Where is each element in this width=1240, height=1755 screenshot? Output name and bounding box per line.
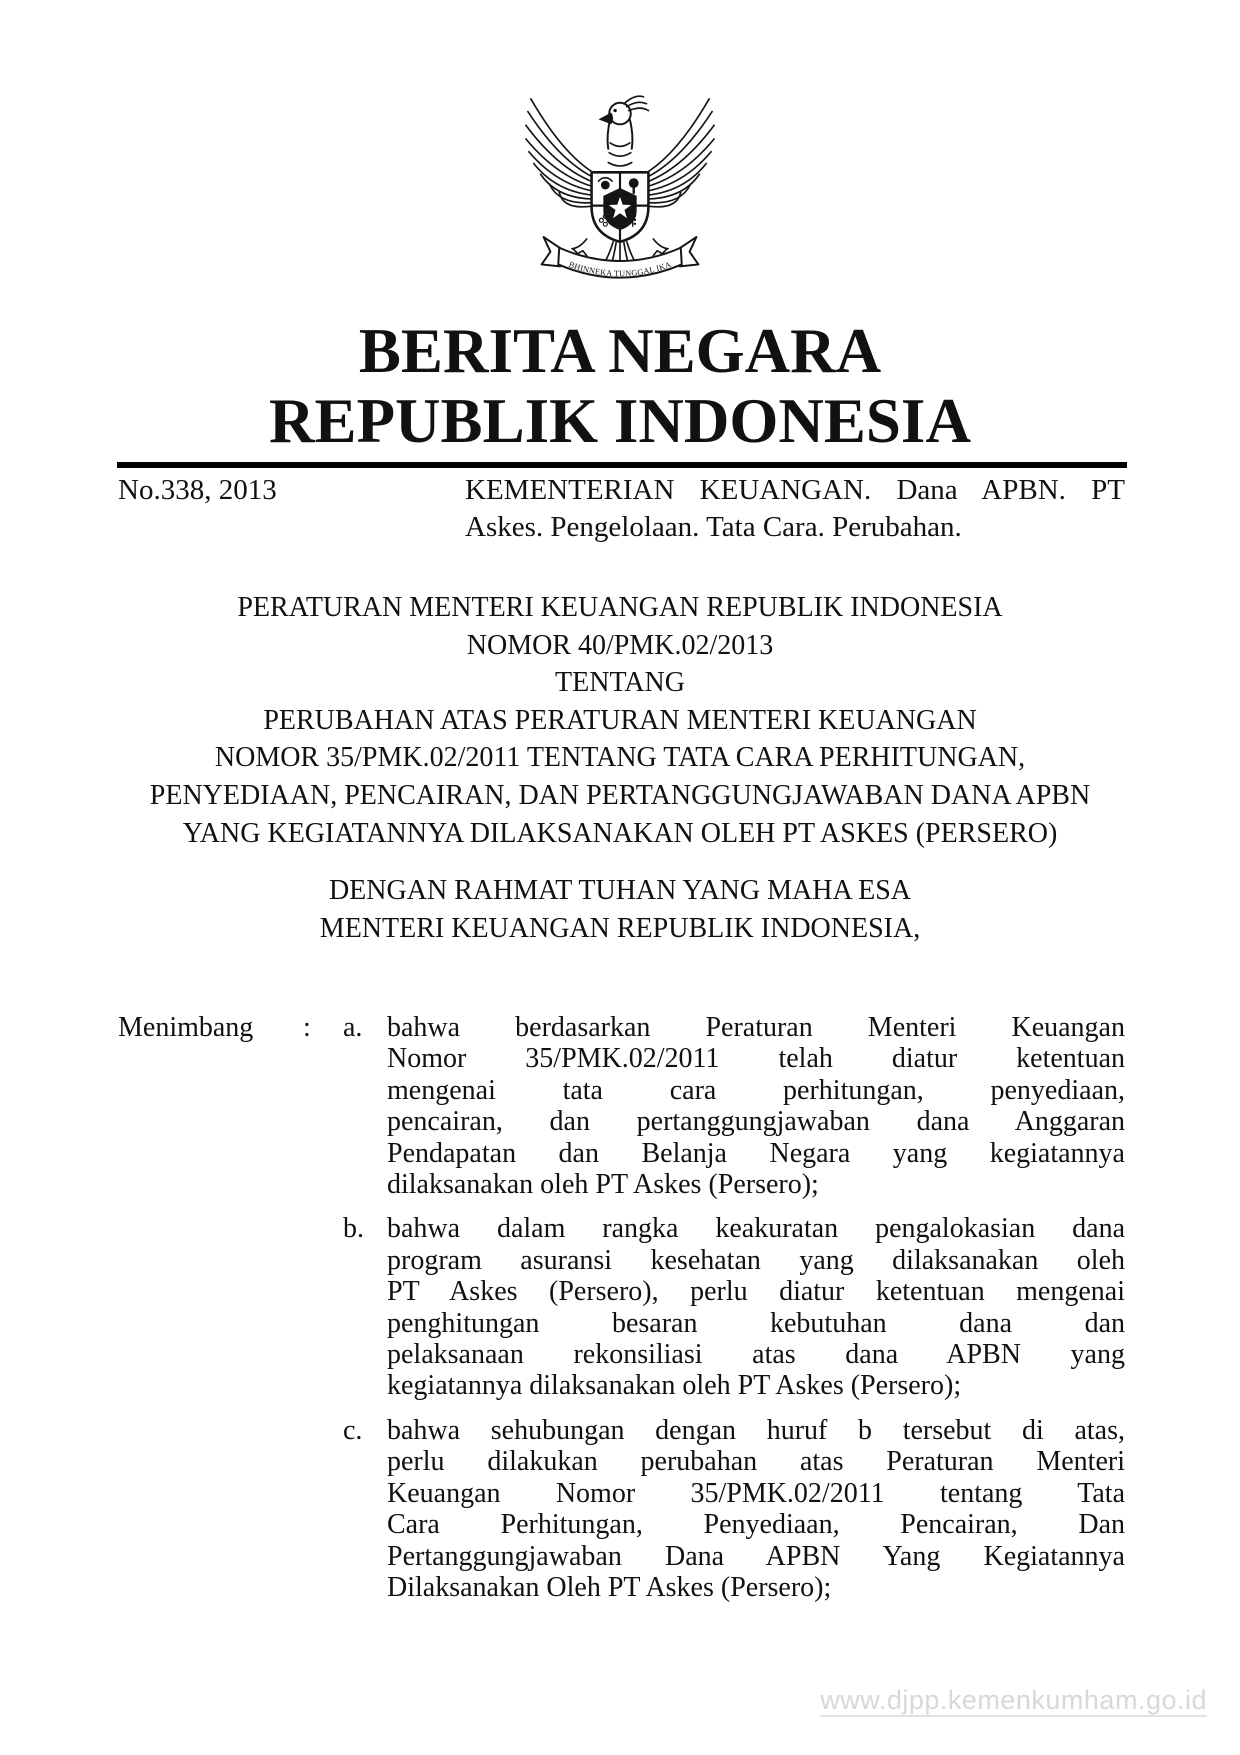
text-line: pencairan, dan pertanggungjawaban dana Anggaran xyxy=(387,1106,1125,1138)
text-line: Keuangan Nomor 35/PMK.02/2011 tentang Tata xyxy=(387,1477,1125,1509)
regulation-title-line: YANG KEGIATANNYA DILAKSANAKAN OLEH PT ASKES (PERSERO) xyxy=(182,817,1058,849)
text-line: Pendapatan dan Belanja Negara yang kegiatannya xyxy=(387,1137,1125,1169)
item-text xyxy=(387,1012,1125,1200)
consideration-item-a xyxy=(343,1012,1125,1200)
text-line: Cara Perhitungan, Penyediaan, Pencairan, Dan xyxy=(387,1509,1125,1541)
item-letter: b. xyxy=(343,1213,364,1245)
regulation-title-line: PENYEDIAAN, PENCAIRAN, DAN PERTANGGUNGJAWABAN DANA APBN xyxy=(149,779,1091,811)
text-line: program asuransi kesehatan yang dilaksanakan oleh xyxy=(387,1244,1125,1276)
watermark-link[interactable]: www.djpp.kemenkumham.go.id xyxy=(820,1686,1207,1717)
masthead-rule xyxy=(117,462,1127,468)
regulation-number-line: NOMOR 40/PMK.02/2013 xyxy=(466,629,774,661)
subject-abstract-line-1: KEMENTERIAN KEUANGAN. Dana APBN. PT xyxy=(465,474,1125,506)
text-line: dilaksanakan oleh PT Askes (Persero); xyxy=(387,1169,819,1201)
garuda-pancasila-emblem xyxy=(522,84,718,292)
text-line: penghitungan besaran kebutuhan dana dan xyxy=(387,1307,1125,1339)
text-line: Pertanggungjawaban Dana APBN Yang Kegiatannya xyxy=(387,1540,1125,1572)
subject-abstract xyxy=(465,472,1125,546)
regulation-title-line: PERUBAHAN ATAS PERATURAN MENTERI KEUANGAN xyxy=(263,704,977,736)
regulation-title-line: NOMOR 35/PMK.02/2011 TENTANG TATA CARA PERHITUNGAN, xyxy=(214,742,1026,774)
text-line: bahwa berdasarkan Peraturan Menteri Keuangan xyxy=(387,1012,1125,1043)
text-line: Dilaksanakan Oleh PT Askes (Persero); xyxy=(387,1571,832,1603)
text-line: mengenai tata cara perhitungan, penyediaan, xyxy=(387,1074,1125,1106)
considerations-section xyxy=(118,1012,1125,1603)
invocation-line: DENGAN RAHMAT TUHAN YANG MAHA ESA xyxy=(328,875,912,907)
item-letter: a. xyxy=(343,1012,363,1043)
masthead-line-1: BERITA NEGARA xyxy=(358,316,882,386)
text-line: kegiatannya dilaksanakan oleh PT Askes (Persero); xyxy=(387,1370,962,1402)
text-line: bahwa sehubungan dengan huruf b tersebut di atas, xyxy=(387,1414,1125,1446)
text-line: perlu dilakukan perubahan atas Peraturan Menteri xyxy=(387,1446,1125,1478)
consideration-item-b xyxy=(343,1213,1125,1401)
text-line: bahwa dalam rangka keakuratan pengalokasian dana xyxy=(387,1213,1125,1245)
subject-abstract-line-2: Askes. Pengelolaan. Tata Cara. Perubahan. xyxy=(465,511,962,543)
text-line: Nomor 35/PMK.02/2011 telah diatur ketentuan xyxy=(387,1043,1125,1075)
item-letter: c. xyxy=(343,1414,363,1446)
text-line: pelaksanaan rekonsiliasi atas dana APBN yang xyxy=(387,1339,1125,1371)
item-text xyxy=(387,1415,1125,1603)
regulation-title-block xyxy=(0,589,1240,947)
masthead-line-2: REPUBLIK INDONESIA xyxy=(269,386,971,456)
considerations-colon: : xyxy=(303,1012,311,1043)
emblem-motto: BHINNEKA TUNGGAL IKA xyxy=(567,260,673,279)
masthead xyxy=(0,316,1240,456)
authority-line: MENTERI KEUANGAN REPUBLIK INDONESIA, xyxy=(319,912,921,944)
text-line: PT Askes (Persero), perlu diatur ketentuan mengenai xyxy=(387,1276,1125,1308)
item-text xyxy=(387,1213,1125,1401)
issue-number: No.338, 2013 xyxy=(118,474,277,506)
consideration-item-c xyxy=(343,1415,1125,1603)
gazette-header-row xyxy=(118,472,1125,546)
considerations-label: Menimbang xyxy=(118,1012,254,1043)
regulation-title-line: PERATURAN MENTERI KEUANGAN REPUBLIK INDONESIA xyxy=(237,592,1003,623)
regulation-tentang-line: TENTANG xyxy=(555,667,685,699)
